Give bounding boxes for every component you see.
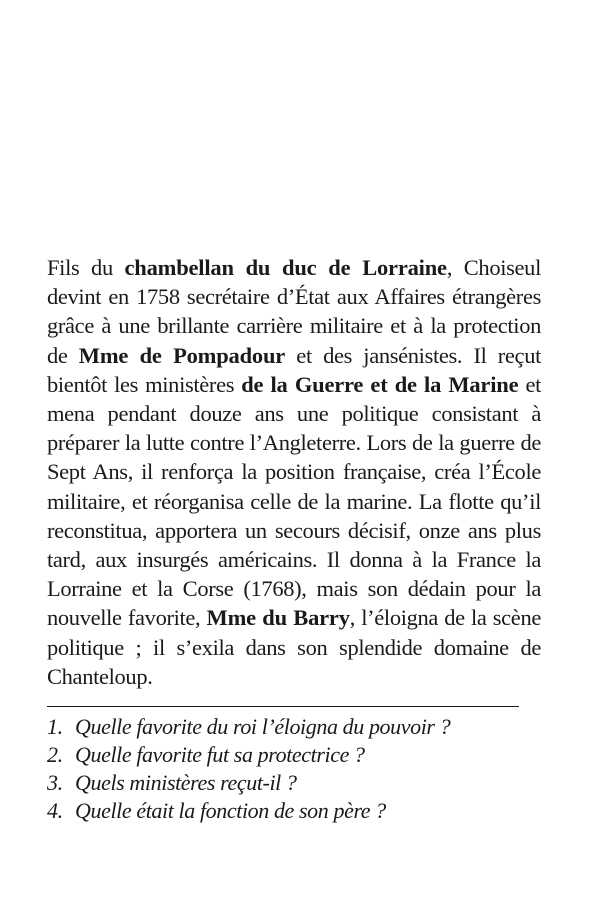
paragraph-text-3: et des jansénistes. Il reçut bientôt les ministères xyxy=(47,342,541,397)
question-text: Quels ministères reçut-il ? xyxy=(75,770,297,795)
body-paragraph xyxy=(47,253,541,691)
paragraph-text-5: , l’éloigna de la scène politique ; il s’exila dans son splendide domaine de Chanteloup. xyxy=(47,605,541,689)
question-item xyxy=(47,741,547,769)
question-item xyxy=(47,769,547,797)
paragraph-text-1: Fils du xyxy=(47,255,125,280)
question-text: Quelle était la fonction de son père ? xyxy=(75,798,386,823)
question-number: 1. xyxy=(47,714,63,739)
question-text: Quelle favorite du roi l’éloigna du pouvoir ? xyxy=(75,714,451,739)
question-number: 3. xyxy=(47,770,63,795)
question-text: Quelle favorite fut sa protectrice ? xyxy=(75,742,365,767)
paragraph-text-2: , Choiseul devint en 1758 secrétaire d’État aux Affaires étrangères grâce à une brillante carrière militaire et à la protection de xyxy=(47,255,541,368)
question-item xyxy=(47,797,547,825)
bold-pompadour: Mme de Pompadour xyxy=(78,342,286,368)
divider-rule xyxy=(47,706,519,707)
question-number: 4. xyxy=(47,798,63,823)
paragraph-text-4: et mena pendant douze ans une politique consistant à préparer la lutte contre l’Angleterre. Lors de la guerre de Sept Ans, il renforça la position française, créa l’École militaire, et réorganisa celle de la marine. La flotte qu’il reconstitua, apportera un secours décisif, onze ans plus tard, aux insurgés américains. Il donna à la France la Lorraine et la Corse (1768), mais son dédain pour la nouvelle favorite, xyxy=(47,371,541,631)
question-item xyxy=(47,713,547,741)
question-list xyxy=(47,713,547,825)
bold-guerre-marine: de la Guerre et de la Marine xyxy=(241,371,519,397)
bold-chambellan: chambellan du duc de Lorraine xyxy=(124,255,447,280)
question-number: 2. xyxy=(47,742,63,767)
bold-du-barry: Mme du Barry xyxy=(206,605,350,631)
